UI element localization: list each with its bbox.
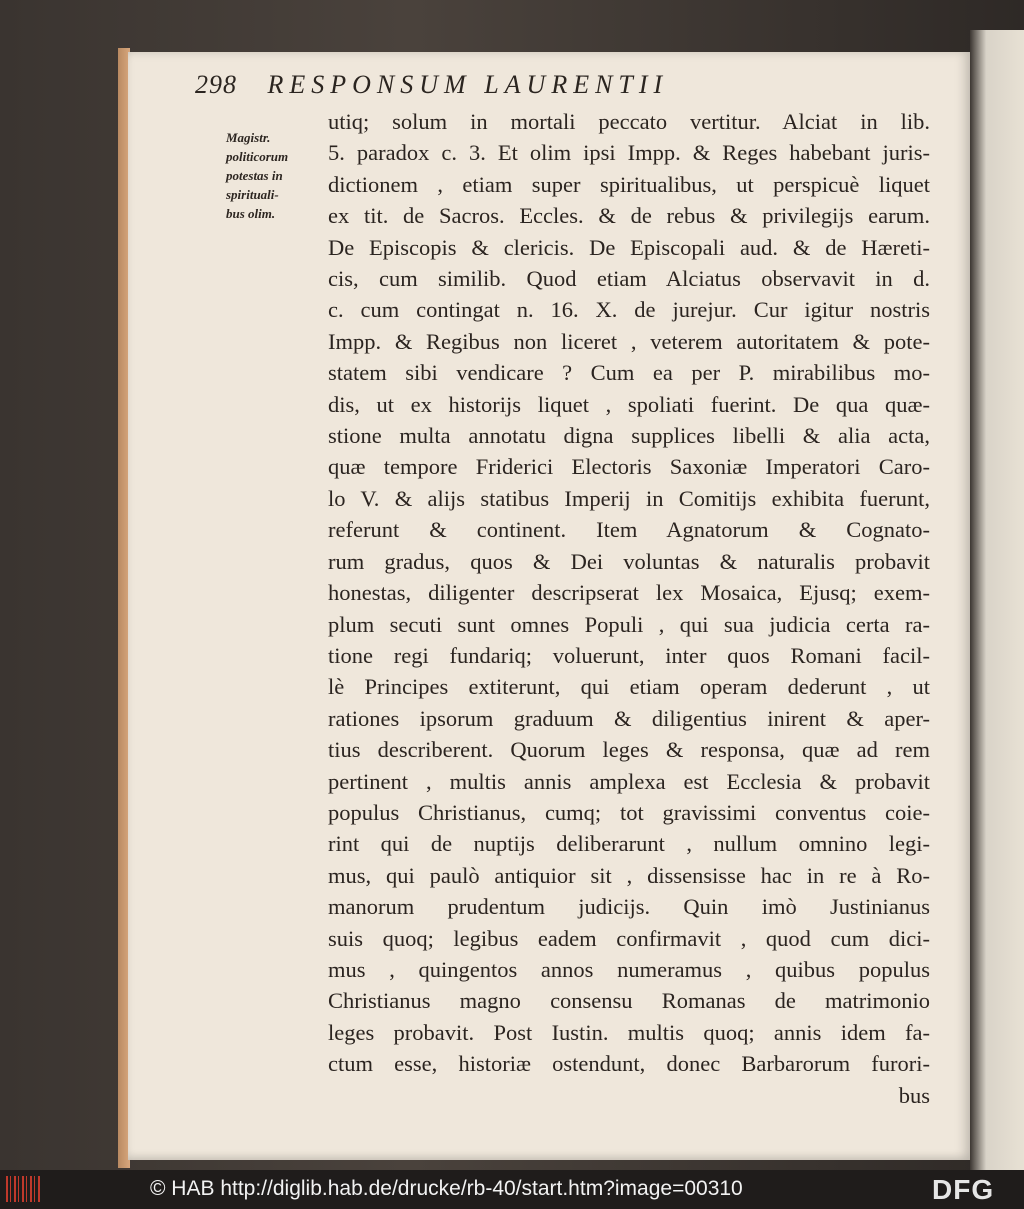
text-line: mus, qui paulò antiquior sit , dissensisse hac in re à Ro- (328, 862, 930, 888)
catchword: bus (898, 1082, 930, 1108)
text-line: statem sibi vendicare ? Cum ea per P. mirabilibus mo- (328, 360, 930, 386)
marginal-line: Magistr. (226, 130, 271, 145)
text-line: c. cum contingat n. 16. X. de jurejur. Cur igitur nostris (328, 297, 930, 323)
viewer-footer (0, 1170, 1024, 1209)
text-line: mus , quingentos annos numeramus , quibus populus (328, 956, 930, 982)
text-line: leges probavit. Post Iustin. multis quoq; annis idem fa- (328, 1019, 930, 1045)
text-line: plum secuti sunt omnes Populi , qui sua judicia certa ra- (328, 611, 930, 637)
text-line: dictionem , etiam super spiritualibus, ut perspicuè liquet (328, 171, 930, 197)
marginal-line: spirituali- (226, 187, 279, 202)
marginal-line: bus olim. (226, 206, 276, 221)
text-line: utiq; solum in mortali peccato vertitur. Alciat in lib. (328, 109, 930, 134)
attribution-link[interactable]: © HAB http://diglib.hab.de/drucke/rb-40/start.htm?image=00310 (150, 1177, 743, 1200)
barcode-icon (6, 1176, 42, 1202)
text-line: dis, ut ex historijs liquet , spoliati fuerint. De qua quæ- (328, 391, 930, 417)
text-line: ctum esse, historiæ ostendunt, donec Barbarorum furori- (328, 1051, 930, 1077)
text-line: rint qui de nuptijs deliberarunt , nullum omnino legi- (328, 831, 930, 857)
body-text (328, 106, 930, 1111)
text-line: ex tit. de Sacros. Eccles. & de rebus & privilegijs earum. (328, 203, 930, 229)
running-header (195, 70, 915, 100)
text-line: suis quoq; legibus eadem confirmavit , quod cum dici- (328, 925, 930, 951)
text-line: 5. paradox c. 3. Et olim ipsi Impp. & Reges habebant juris- (328, 140, 930, 166)
text-line: honestas, diligenter descripserat lex Mosaica, Ejusq; exem- (328, 580, 930, 606)
running-title: RESPONSUM LAURENTII (267, 70, 669, 99)
text-line: rum gradus, quos & Dei voluntas & naturalis probavit (328, 548, 930, 574)
text-line: referunt & continent. Item Agnatorum & Cognato- (328, 517, 930, 543)
facing-page-bleed (990, 90, 1024, 890)
marginal-line: politicorum (226, 149, 289, 164)
text-line: De Episcopis & clericis. De Episcopali aud. & de Hæreti- (328, 234, 930, 260)
marginal-line: potestas in (226, 168, 283, 183)
text-line: lo V. & alijs statibus Imperij in Comitijs exhibita fuerunt, (328, 485, 930, 511)
page-number: 298 (195, 70, 237, 99)
text-line: tione regi fundariq; voluerunt, inter quos Romani facil- (328, 642, 930, 668)
text-line: tius describerent. Quorum leges & responsa, quæ ad rem (328, 737, 930, 763)
text-line: stione multa annotatu digna supplices libelli & alia acta, (328, 423, 930, 449)
text-line: Christianus magno consensu Romanas de matrimonio (328, 988, 930, 1014)
text-line: lè Principes extiterunt, qui etiam operam dederunt , ut (328, 674, 930, 700)
dfg-logo: DFG (932, 1174, 995, 1205)
text-line: populus Christianus, cumq; tot gravissimi conventus coie- (328, 799, 930, 825)
text-line: pertinent , multis annis amplexa est Ecclesia & probavit (328, 768, 930, 794)
marginal-note (226, 128, 326, 223)
text-line: rationes ipsorum graduum & diligentius inirent & aper- (328, 705, 930, 731)
text-line: Impp. & Regibus non liceret , veterem autoritatem & pote- (328, 328, 930, 354)
text-line: quæ tempore Friderici Electoris Saxoniæ Imperatori Caro- (328, 454, 930, 480)
text-line: cis, cum similib. Quod etiam Alciatus observavit in d. (328, 266, 930, 292)
text-line: manorum prudentum judicijs. Quin imò Justinianus (328, 894, 930, 920)
